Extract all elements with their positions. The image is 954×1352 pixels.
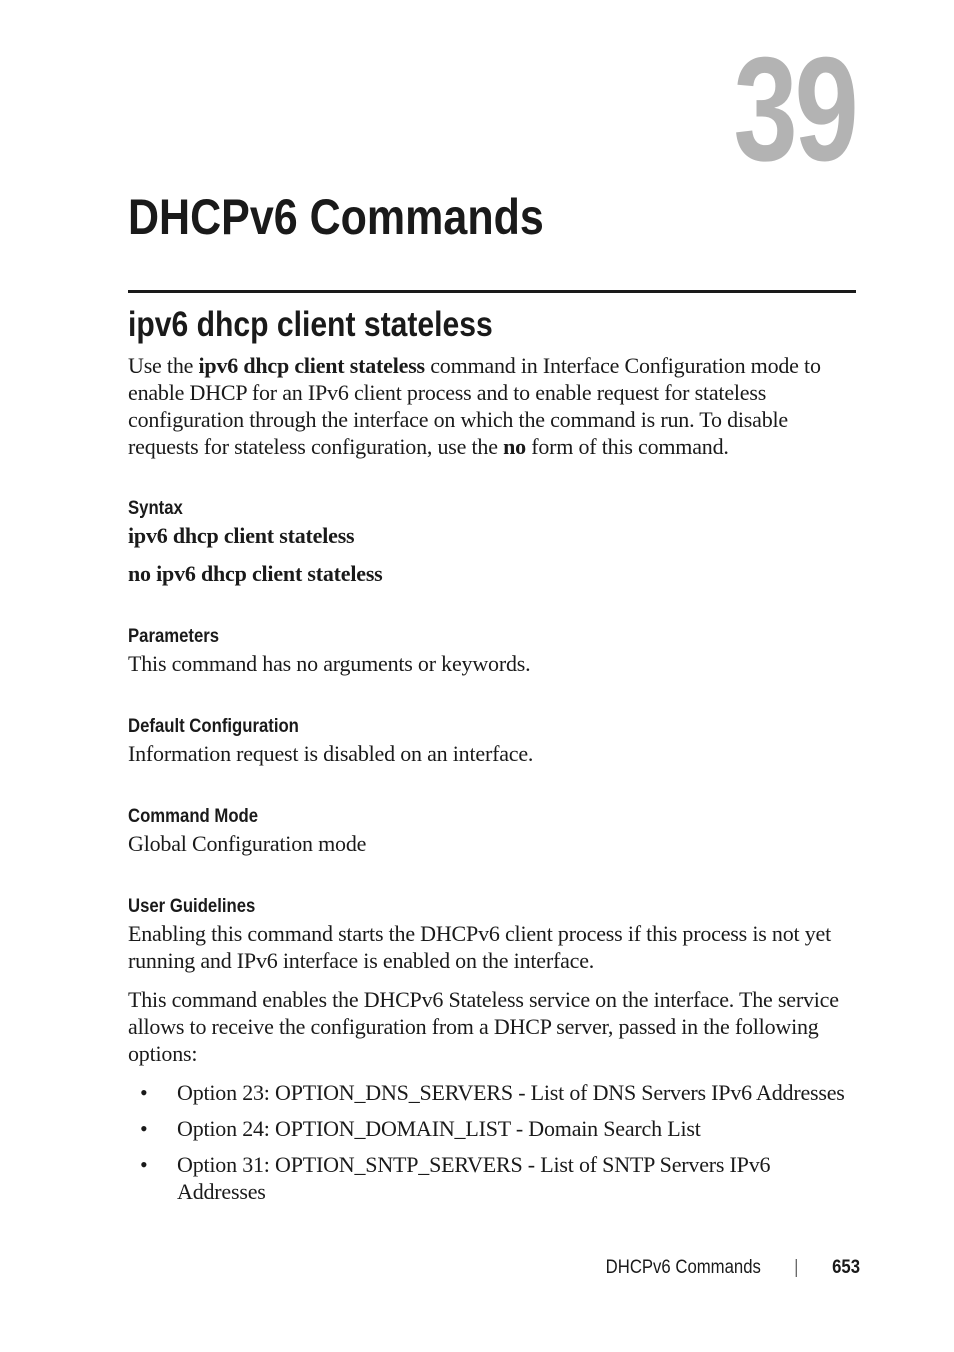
chapter-title: DHCPv6 Commands: [128, 189, 544, 245]
parameters-heading: Parameters: [128, 626, 220, 647]
syntax-line-1: [128, 522, 856, 549]
user-guidelines-para-1: Enabling this command starts the DHCPv6 client process if this process is not yet running and IPv6 interface is enabled on the interface.: [128, 921, 831, 973]
syntax-command: ipv6 dhcp client stateless: [128, 523, 355, 548]
command-mode-heading: Command Mode: [128, 806, 259, 827]
intro-text-3: form of this command.: [525, 434, 729, 459]
title-rule: [128, 290, 856, 293]
page-content: [128, 303, 856, 1214]
chapter-number: 39: [733, 27, 856, 192]
intro-no-keyword: no: [503, 434, 526, 459]
parameters-text: This command has no arguments or keywords.: [128, 651, 531, 676]
intro-text-2: command in Interface Configuration mode to enable DHCP for an IPv6 client process and to enable request for stateless configuration through the interface on which the command is run. To disable requests for stateless configuration, use the: [128, 353, 821, 459]
user-guidelines-heading: User Guidelines: [128, 896, 256, 917]
intro-text-1: Use the: [128, 353, 199, 378]
option-text: Option 24: OPTION_DOMAIN_LIST - Domain Search List: [177, 1116, 701, 1141]
list-item: [128, 1079, 856, 1106]
intro-paragraph: [128, 352, 856, 460]
option-text: Option 31: OPTION_SNTP_SERVERS - List of SNTP Servers IPv6 Addresses: [177, 1152, 771, 1204]
page-number: 653: [832, 1257, 860, 1278]
section-title: ipv6 dhcp client stateless: [128, 305, 493, 344]
intro-command: ipv6 dhcp client stateless: [198, 353, 425, 378]
footer-title: DHCPv6 Commands: [605, 1257, 761, 1278]
syntax-line-2: [128, 560, 856, 587]
command-mode-text: Global Configuration mode: [128, 831, 367, 856]
syntax-heading: Syntax: [128, 498, 183, 519]
user-guidelines-para-2: This command enables the DHCPv6 Stateless service on the interface. The service allows to receive the configuration from a DHCP server, passed in the following options:: [128, 987, 839, 1066]
bullet-icon: •: [140, 1152, 148, 1177]
list-item: [128, 1115, 856, 1142]
bullet-icon: •: [140, 1116, 148, 1141]
default-configuration-heading: Default Configuration: [128, 716, 299, 737]
page-footer: [606, 1255, 860, 1281]
default-configuration-text: Information request is disabled on an interface.: [128, 741, 534, 766]
list-item: [128, 1151, 856, 1205]
footer-separator: [796, 1259, 797, 1277]
syntax-no-command: no ipv6 dhcp client stateless: [128, 561, 383, 586]
options-list: [128, 1079, 856, 1205]
bullet-icon: •: [140, 1080, 148, 1105]
option-text: Option 23: OPTION_DNS_SERVERS - List of DNS Servers IPv6 Addresses: [177, 1080, 845, 1105]
